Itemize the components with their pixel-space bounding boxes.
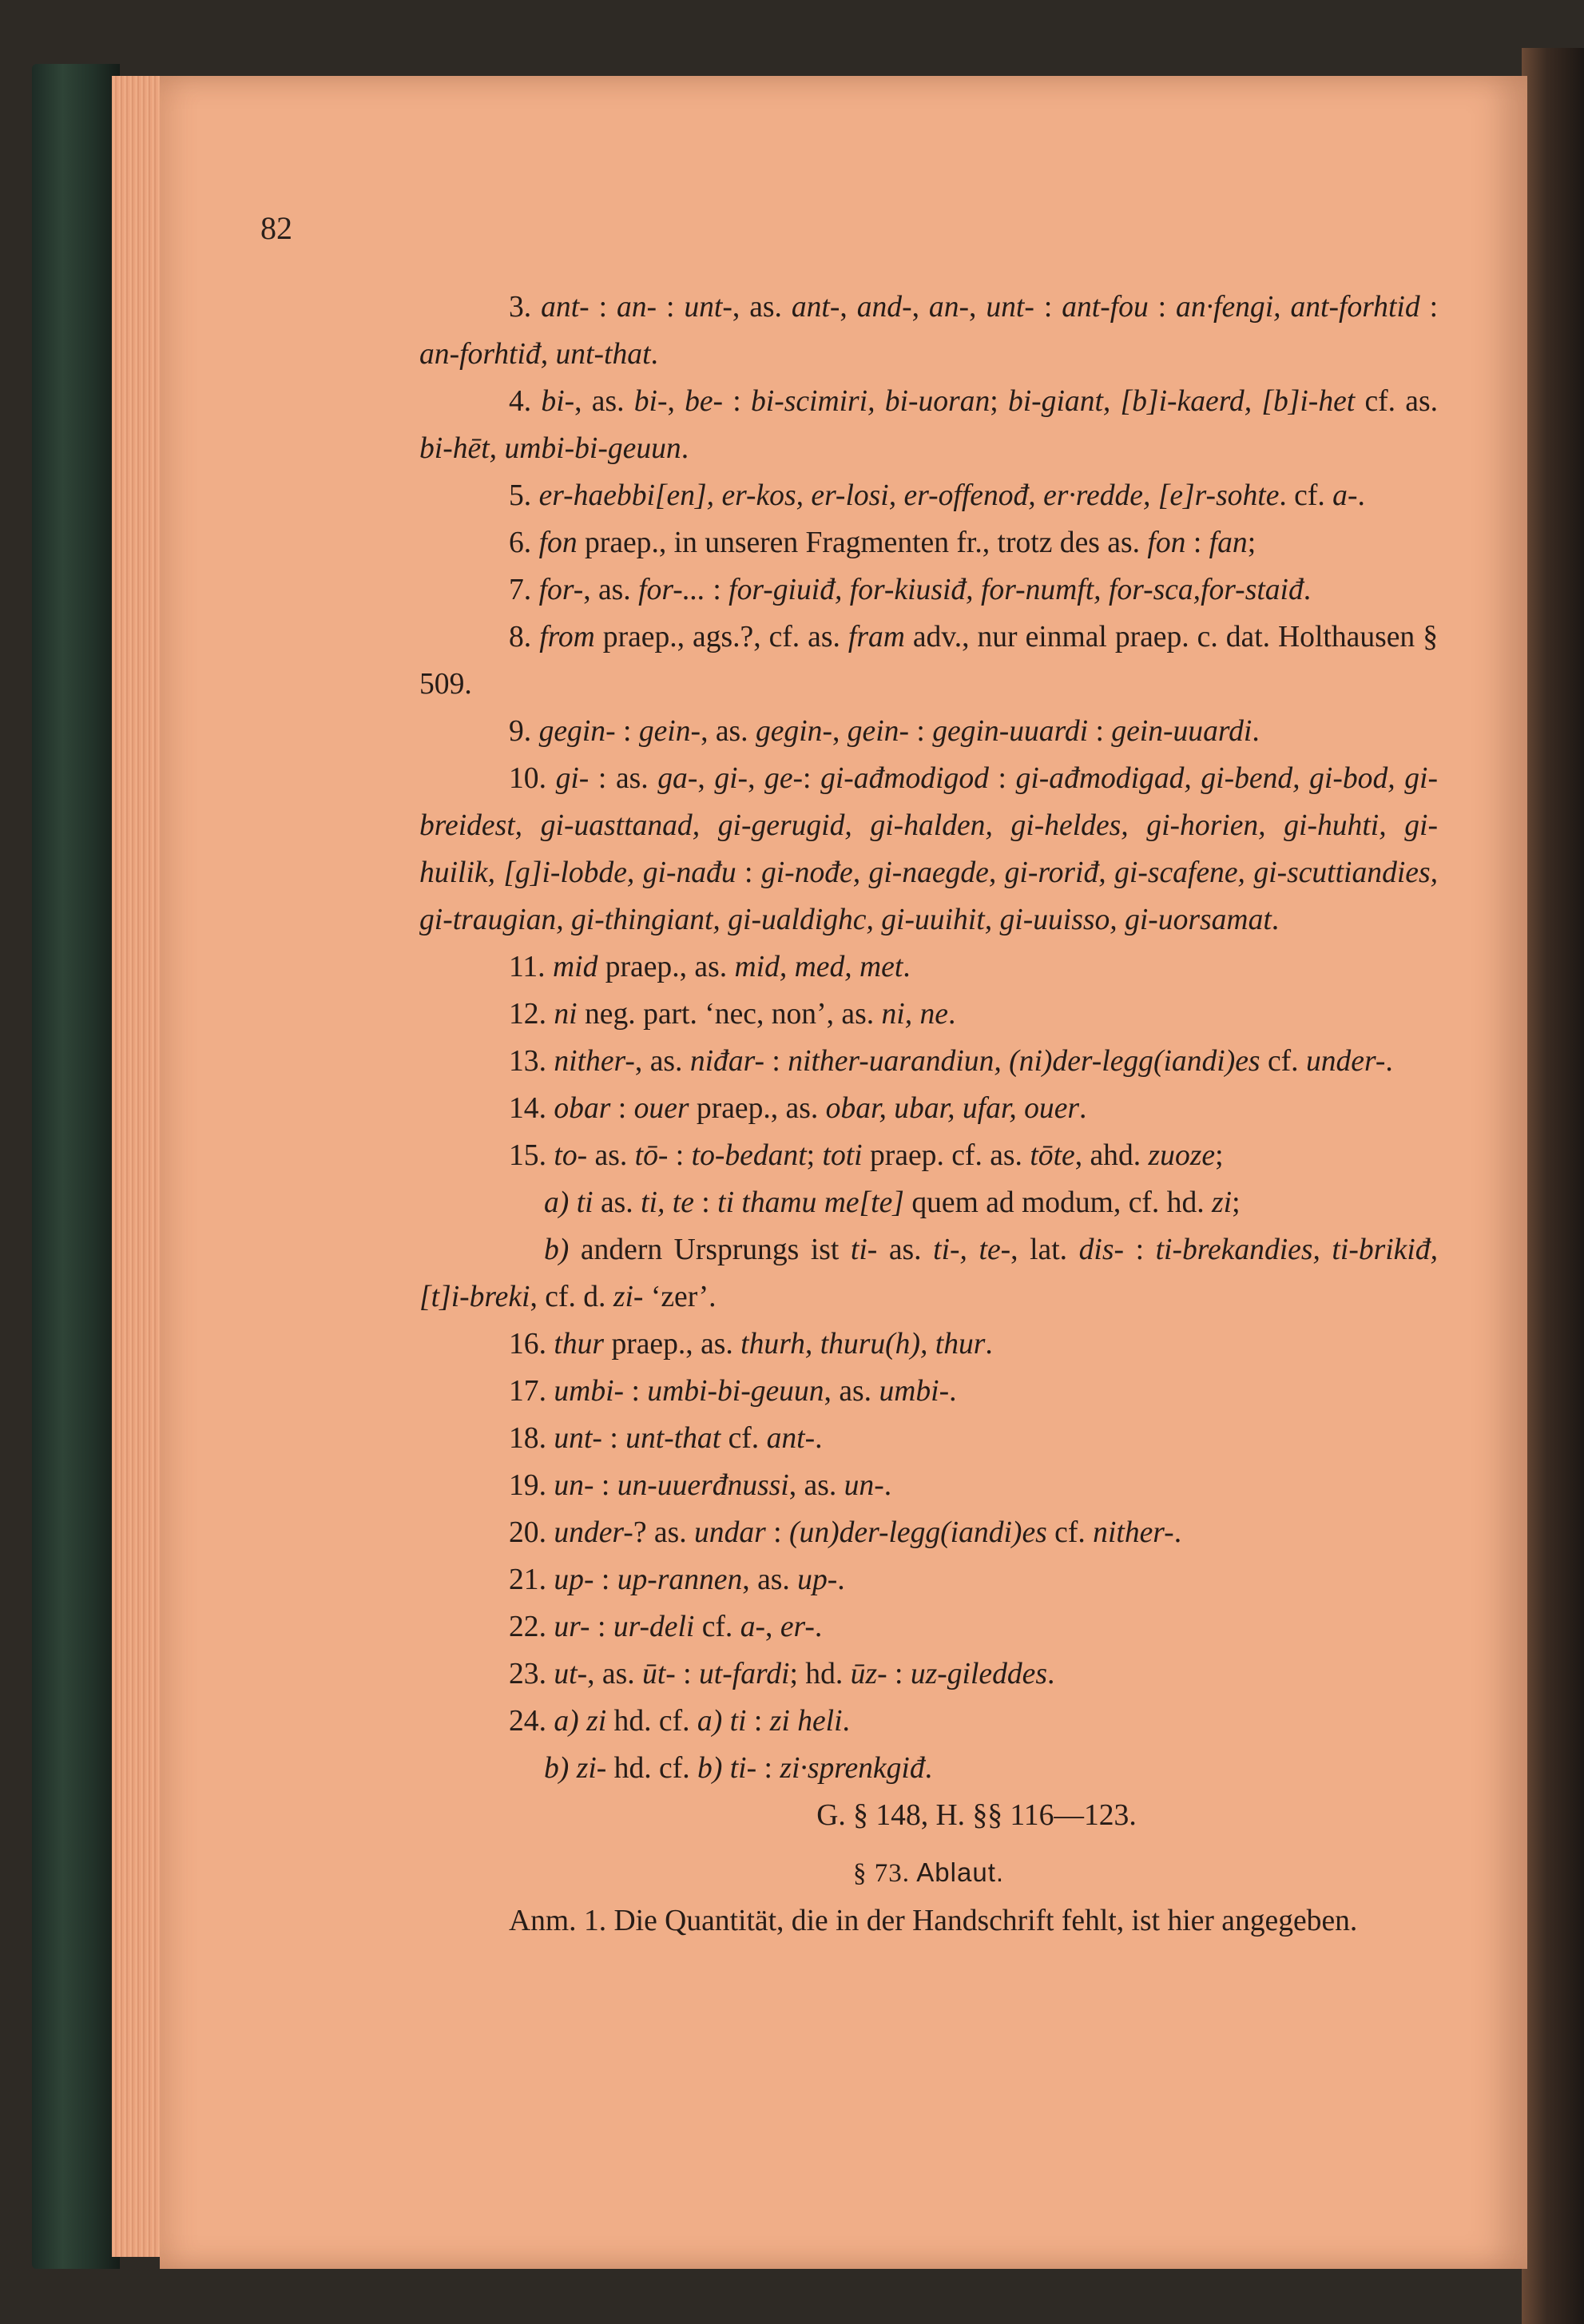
entry-7: 7. for-, as. for-... : for-giuiđ, for-kiusiđ, for-numft, for-sca,for-staiđ. [509, 574, 1312, 606]
gutter-shadow [1522, 48, 1584, 2324]
entry-6: 6. fon praep., in unseren Fragmenten fr., trotz des as. fon : fan; [509, 526, 1256, 559]
book-cover-edge [32, 64, 120, 2269]
entry-12: 12. ni neg. part. ‘nec, non’, as. ni, ne. [509, 998, 956, 1031]
entry-17: 17. umbi- : umbi-bi-geuun, as. umbi-. [509, 1375, 957, 1408]
page-body [419, 284, 1438, 1945]
entry-8: 8. from praep., ags.?, cf. as. fram adv., nur einmal praep. c. dat. Holthausen § 509. [419, 621, 1438, 701]
section-heading: § 73. Ablaut. [852, 1857, 1005, 1888]
entry-15a: a) ti as. ti, te : ti thamu me[te] quem ad modum, cf. hd. zi; [544, 1186, 1241, 1219]
entry-19: 19. un- : un-uuerđnussi, as. un-. [509, 1469, 892, 1502]
note-paragraph: Anm. 1. Die Quantität, die in der Handschrift fehlt, ist hier angegeben. [509, 1905, 1358, 1937]
reference-line: G. § 148, H. §§ 116—123. [816, 1799, 1137, 1832]
entry-14: 14. obar : ouer praep., as. obar, ubar, ufar, ouer. [509, 1092, 1087, 1125]
entry-9: 9. gegin- : gein-, as. gegin-, gein- : gegin-uuardi : gein-uuardi. [509, 715, 1260, 748]
entry-22: 22. ur- : ur-deli cf. a-, er-. [509, 1611, 823, 1643]
entry-24: 24. a) zi hd. cf. a) ti : zi heli. [509, 1705, 850, 1738]
entry-21: 21. up- : up-rannen, as. up-. [509, 1563, 845, 1596]
entry-24b: b) zi- hd. cf. b) ti- : zi·sprenkgiđ. [544, 1752, 933, 1785]
entry-5: 5. er-haebbi[en], er-kos, er-losi, er-offenođ, er·redde, [e]r-sohte. cf. a-. [509, 479, 1365, 512]
entry-18: 18. unt- : unt-that cf. ant-. [509, 1422, 823, 1455]
entry-15b: b) andern Ursprungs ist ti- as. ti-, te-, lat. dis- : ti-brekandies, ti-brikiđ, [t]i-breki, cf. d. zi- ‘zer’. [419, 1234, 1438, 1313]
entry-16: 16. thur praep., as. thurh, thuru(h), thur. [509, 1328, 993, 1361]
entry-23: 23. ut-, as. ūt- : ut-fardi; hd. ūz- : uz-gileddes. [509, 1658, 1055, 1690]
entry-15: 15. to- as. tō- : to-bedant; toti praep. cf. as. tōte, ahd. zuoze; [509, 1139, 1224, 1172]
entry-20: 20. under-? as. undar : (un)der-legg(iandi)es cf. nither-. [509, 1516, 1182, 1549]
entry-4: 4. bi-, as. bi-, be- : bi-scimiri, bi-uoran; bi-giant, [b]i-kaerd, [b]i-het cf. as. bi-hēt, umbi-bi-geuun. [419, 385, 1438, 465]
entry-11: 11. mid praep., as. mid, med, met. [509, 951, 911, 983]
entry-13: 13. nither-, as. niđar- : nither-uarandiun, (ni)der-legg(iandi)es cf. under-. [509, 1045, 1393, 1078]
page-number: 82 [260, 210, 292, 246]
entry-10: 10. gi- : as. ga-, gi-, ge-: gi-ađmodigod : gi-ađmodigad, gi-bend, gi-bod, gi-breidest, gi-uasttanad, gi-gerugid, gi-halden, gi-heldes, gi-horien, gi-huhti, gi-huilik, [g]i-lobde, gi-nađu : gi-nođe, gi-naegde, gi-roriđ, gi-scafene, gi-scuttiandies, gi-traugian, gi-thingiant, gi-ualdighc, gi-uuihit, gi-uuisso, gi-uorsamat. [419, 762, 1438, 936]
entry-3: 3. ant- : an- : unt-, as. ant-, and-, an-, unt- : ant-fou : an·fengi, ant-forhtid : an-forhtiđ, unt-that. [419, 291, 1439, 371]
